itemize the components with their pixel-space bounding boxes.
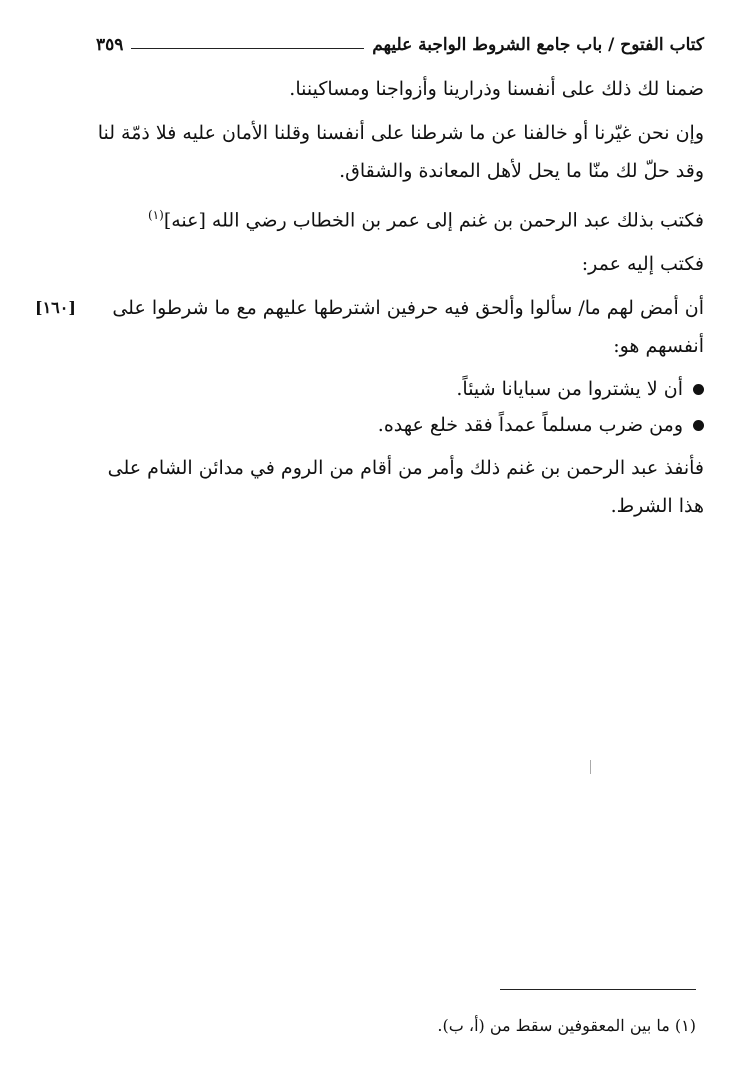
body-text xyxy=(35,70,704,531)
paragraph-1: ضمنا لك ذلك على أنفسنا وذرارينا وأزواجنا ومساكيننا. xyxy=(289,78,704,100)
conditions-list xyxy=(95,371,704,443)
paragraph-5-block xyxy=(35,289,704,365)
header-rule xyxy=(131,48,364,49)
bullet-icon xyxy=(693,420,704,431)
footnote: (١) ما بين المعقوفين سقط من (أ، ب). xyxy=(437,1016,696,1035)
bullet-icon xyxy=(693,384,704,395)
paragraph-3 xyxy=(95,196,704,239)
closing-paragraph: فأنفذ عبد الرحمن بن غنم ذلك وأمر من أقام من الروم في مدائن الشام على هذا الشرط. xyxy=(107,457,704,518)
list-item xyxy=(95,371,704,407)
list-item-text: أن لا يشتروا من سبايانا شيئاً. xyxy=(456,378,683,401)
list-item-text: ومن ضرب مسلماً عمداً فقد خلع عهده. xyxy=(377,414,683,437)
running-header xyxy=(96,30,704,60)
header-title: كتاب الفتوح / باب جامع الشروط الواجبة عليهم xyxy=(372,35,704,55)
footnote-rule xyxy=(500,989,696,990)
paragraph-2: وإن نحن غيّرنا أو خالفنا عن ما شرطنا على أنفسنا وقلنا الأمان عليه فلا ذمّة لنا وقد حلّ لك منّا ما يحل لأهل المعاندة والشقاق. xyxy=(97,122,704,182)
paragraph-5: أن أمض لهم ما/ سألوا وألحق فيه حرفين اشترطها عليهم مع ما شرطوا على أنفسهم هو: xyxy=(112,297,704,358)
paragraph-4: فكتب إليه عمر: xyxy=(581,253,704,276)
footnote-marker: (١) xyxy=(147,208,164,222)
list-item xyxy=(95,407,704,443)
scan-mark xyxy=(590,760,591,774)
page-number: ٣٥٩ xyxy=(96,35,124,55)
margin-folio-note: [١٦٠] xyxy=(35,298,76,318)
paragraph-3-text: فكتب بذلك عبد الرحمن بن غنم إلى عمر بن الخطاب رضي الله [عنه] xyxy=(163,209,704,232)
